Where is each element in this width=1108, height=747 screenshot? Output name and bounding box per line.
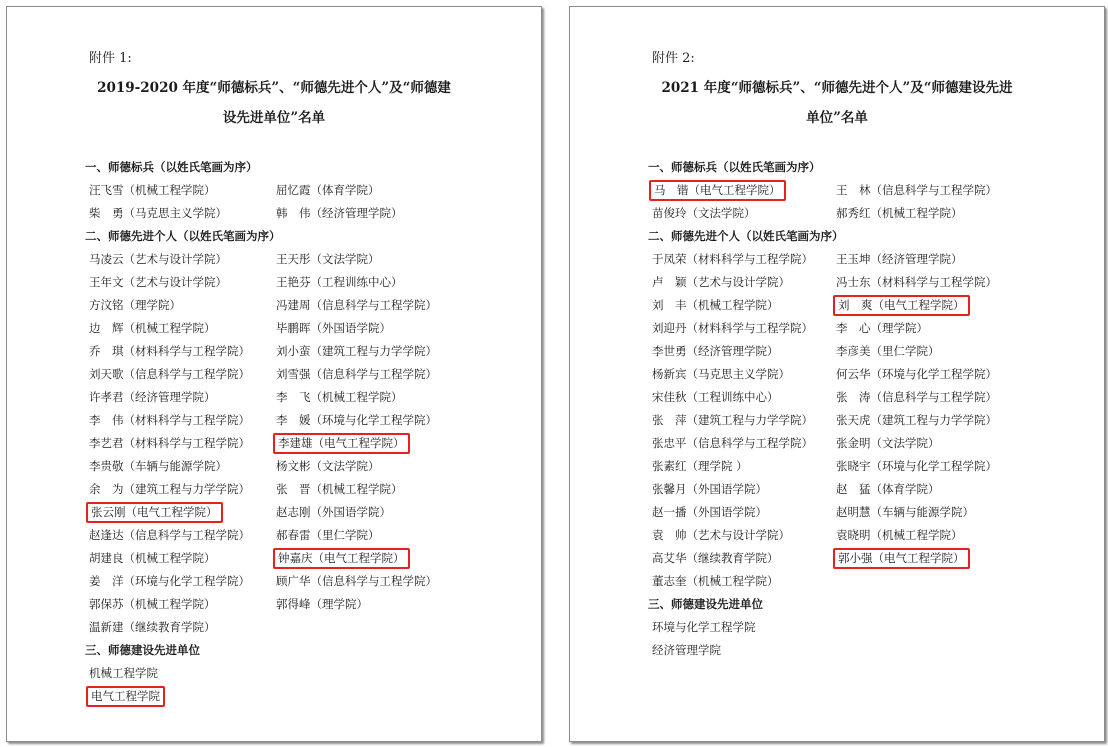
list-item: 马凌云（艺术与设计学院） [89,252,227,266]
title-line-1: 2021 年度“师德标兵”、“师德先进个人”及“师德建设先进 [661,80,1013,96]
list-item: 张 晋（机械工程学院） [276,482,403,496]
list-item: 张金明（文法学院） [836,436,940,450]
list-row [85,363,533,386]
list-item: 王年文（艺术与设计学院） [89,275,227,289]
list-item: 李 心（理学院） [836,321,928,335]
list-row [648,455,1096,478]
list-item: 刘天歌（信息科学与工程学院） [89,367,250,381]
list-item: 李世勇（经济管理学院） [652,344,779,358]
unit-row [648,639,1096,662]
section-heading-model-teachers: 一、师德标兵（以姓氏笔画为序） [85,160,258,174]
list-item: 张 萍（建筑工程与力学学院） [652,413,813,427]
list-row [648,340,1096,363]
title-line-2: 单位”名单 [806,110,868,126]
list-item: 李 媛（环境与化学工程学院） [276,413,437,427]
list-row [85,432,533,455]
list-row [648,202,1096,225]
list-item: 乔 琪（材料科学与工程学院） [89,344,250,358]
list-item: 刘迎丹（材料科学与工程学院） [652,321,813,335]
list-row [85,570,533,593]
section-heading-model-teachers: 一、师德标兵（以姓氏笔画为序） [648,160,821,174]
list-item: 杨文彬（文法学院） [276,459,380,473]
list-item: 余 为（建筑工程与力学学院） [89,482,250,496]
list-item: 卢 颖（艺术与设计学院） [652,275,790,289]
list-item: 郭保苏（机械工程学院） [89,597,216,611]
list-item: 张天虎（建筑工程与力学学院） [836,413,997,427]
list-row [648,317,1096,340]
list-item: 董志奎（机械工程学院） [652,574,779,588]
unit-item: 环境与化学工程学院 [652,620,756,634]
list-row [85,547,533,570]
list-item: 张忠平（信息科学与工程学院） [652,436,813,450]
list-row [85,294,533,317]
list-item: 许孝君（经济管理学院） [89,390,216,404]
list-item: 李贵敬（车辆与能源学院） [89,459,227,473]
list-item: 王天彤（文法学院） [276,252,380,266]
list-row [85,317,533,340]
list-item: 于凤荣（材料科学与工程学院） [652,252,813,266]
list-row [648,547,1096,570]
list-item: 姜 洋（环境与化学工程学院） [89,574,250,588]
list-item: 冯建周（信息科学与工程学院） [276,298,437,312]
list-row [85,616,533,639]
list-item: 王玉坤（经济管理学院） [836,252,963,266]
title-line-2: 设先进单位”名单 [222,110,326,126]
list-item: 宋佳秋（工程训练中心） [652,390,779,404]
list-item: 毕鹏晖（外国语学院） [276,321,391,335]
list-item: 冯士东（材料科学与工程学院） [836,275,997,289]
list-item: 方汶铭（理学院） [89,298,181,312]
list-item: 赵明慧（车辆与能源学院） [836,505,974,519]
list-item: 刘小蛮（建筑工程与力学学院） [276,344,437,358]
name-list [648,156,1096,662]
list-row [648,432,1096,455]
unit-item: 经济管理学院 [652,643,721,657]
list-row [85,248,533,271]
list-row [85,386,533,409]
list-item: 袁晓明（机械工程学院） [836,528,963,542]
list-item: 王艳芬（工程训练中心） [276,275,403,289]
list-item: 边 辉（机械工程学院） [89,321,216,335]
list-row [85,478,533,501]
list-row [648,409,1096,432]
list-item: 李艺君（材料科学与工程学院） [89,436,250,450]
unit-row [85,662,533,685]
list-row [648,501,1096,524]
highlighted-list-item: 钟嘉庆（电气工程学院） [273,548,410,569]
list-item: 柴 勇（马克思主义学院） [89,206,227,220]
list-item: 韩 伟（经济管理学院） [276,206,403,220]
document-page-1 [6,6,542,742]
document-page-2 [569,6,1105,742]
list-row [85,593,533,616]
highlighted-list-item: 李建雄（电气工程学院） [273,433,410,454]
list-row [648,524,1096,547]
section-heading-advanced-units: 三、师德建设先进单位 [85,643,200,657]
list-item: 张素红（理学院 ） [652,459,748,473]
name-list [85,156,533,708]
list-item: 刘 丰（机械工程学院） [652,298,779,312]
list-row [648,478,1096,501]
list-row [85,409,533,432]
list-item: 何云华（环境与化学工程学院） [836,367,997,381]
list-item: 汪飞雪（机械工程学院） [89,183,216,197]
list-item: 赵一播（外国语学院） [652,505,767,519]
list-item: 屈忆霞（体育学院） [276,183,380,197]
highlighted-unit-item: 电气工程学院 [86,686,165,707]
attachment-label: 附件 2: [652,51,695,66]
list-row [648,179,1096,202]
list-item: 李 飞（机械工程学院） [276,390,403,404]
unit-row [648,616,1096,639]
list-row [648,570,1096,593]
list-item: 杨新宾（马克思主义学院） [652,367,790,381]
list-item: 苗俊玲（文法学院） [652,206,756,220]
list-item: 张 涛（信息科学与工程学院） [836,390,997,404]
list-row [85,455,533,478]
list-row [648,363,1096,386]
list-item: 李 伟（材料科学与工程学院） [89,413,250,427]
highlighted-list-item: 马 锴（电气工程学院） [649,180,786,201]
list-item: 张晓宇（环境与化学工程学院） [836,459,997,473]
attachment-label: 附件 1: [89,51,132,66]
unit-row [85,685,533,708]
highlighted-list-item: 郭小强（电气工程学院） [833,548,970,569]
list-item: 张馨月（外国语学院） [652,482,767,496]
list-row [648,294,1096,317]
list-row [85,501,533,524]
list-item: 郝春雷（里仁学院） [276,528,380,542]
section-heading-advanced-units: 三、师德建设先进单位 [648,597,763,611]
section-heading-advanced-individuals: 二、师德先进个人（以姓氏笔画为序） [648,229,844,243]
list-row [648,271,1096,294]
list-row [85,179,533,202]
list-item: 胡建良（机械工程学院） [89,551,216,565]
list-item: 王 林（信息科学与工程学院） [836,183,997,197]
list-row [648,386,1096,409]
document-title [590,73,1084,133]
list-item: 郝秀红（机械工程学院） [836,206,963,220]
highlighted-list-item: 刘 爽（电气工程学院） [833,295,970,316]
list-item: 李彦美（里仁学院） [836,344,940,358]
list-item: 赵志刚（外国语学院） [276,505,391,519]
unit-item: 机械工程学院 [89,666,158,680]
list-row [85,524,533,547]
list-item: 刘雪强（信息科学与工程学院） [276,367,437,381]
list-row [85,340,533,363]
list-item: 赵逢达（信息科学与工程学院） [89,528,250,542]
list-item: 温新建（继续教育学院） [89,620,216,634]
list-row [85,202,533,225]
list-item: 郭得峰（理学院） [276,597,368,611]
title-line-1: 2019-2020 年度“师德标兵”、“师德先进个人”及“师德建 [97,80,451,96]
highlighted-list-item: 张云刚（电气工程学院） [86,502,223,523]
document-title [27,73,521,133]
section-heading-advanced-individuals: 二、师德先进个人（以姓氏笔画为序） [85,229,281,243]
list-row [648,248,1096,271]
list-item: 顾广华（信息科学与工程学院） [276,574,437,588]
list-row [85,271,533,294]
list-item: 赵 猛（体育学院） [836,482,940,496]
list-item: 高艾华（继续教育学院） [652,551,779,565]
list-item: 袁 帅（艺术与设计学院） [652,528,790,542]
